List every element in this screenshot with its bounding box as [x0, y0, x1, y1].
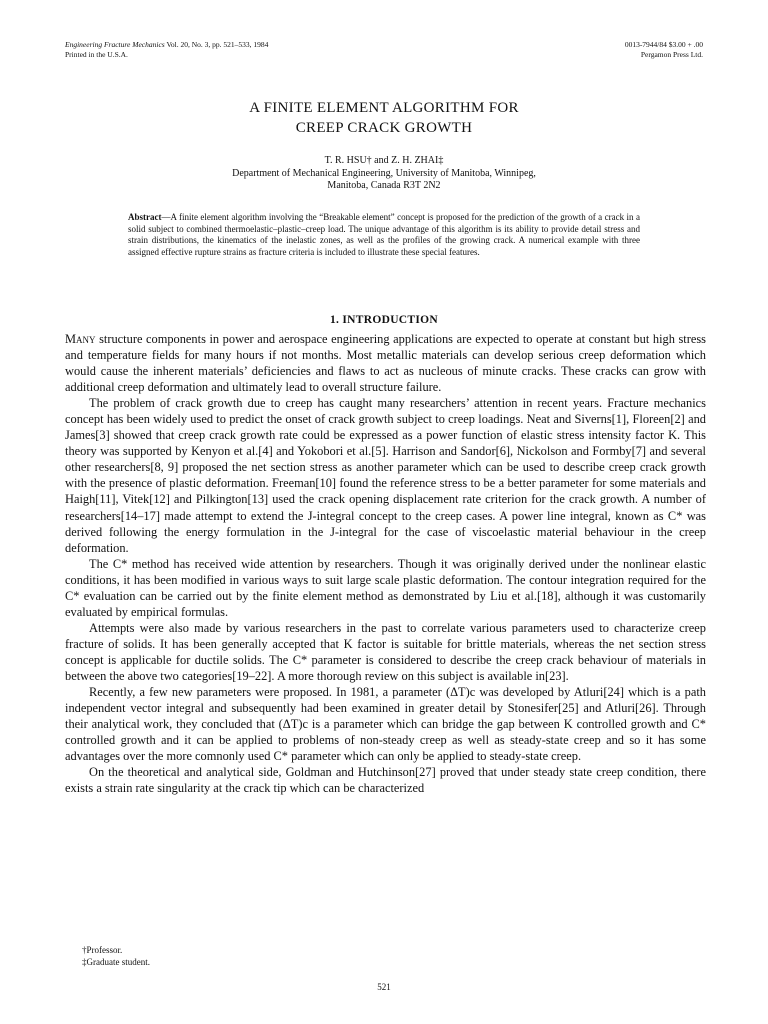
paper-title — [0, 98, 768, 138]
title-line-2: CREEP CRACK GROWTH — [295, 120, 473, 136]
journal-header-right — [625, 40, 703, 60]
journal-citation: Vol. 20, No. 3, pp. 521–533, 1984 — [166, 40, 269, 49]
affiliation-line-2: Manitoba, Canada R3T 2N2 — [327, 180, 441, 191]
paragraph-6: On the theoretical and analytical side, Goldman and Hutchinson[27] proved that under steady state creep condition, there exists a strain rate singularity at the crack tip which can be characterized — [65, 765, 706, 796]
paragraph-1-lead: Many — [65, 332, 96, 346]
title-line-1: A FINITE ELEMENT ALGORITHM FOR — [249, 100, 519, 116]
footnote-graduate: ‡Graduate student. — [82, 957, 150, 967]
author-names: T. R. HSU† and Z. H. ZHAI‡ — [324, 155, 444, 166]
paragraph-3: The C* method has received wide attention by researchers. Though it was originally derived under the nonlinear elastic conditions, it has been modified in various ways to suit large scale plastic deformation. The contour integration required for the C* evaluation can be carried out by the finite element method as demonstrated by Liu et al.[18], although it was customarily evaluated by empirical formulas. — [65, 556, 706, 619]
abstract-text: —A finite element algorithm involving the “Breakable element” concept is proposed for the prediction of the growth of a crack in a solid subject to combined thermoelastic–plastic–creep load. The unique advantage of this algorithm is its ability to provide detail stress and strain distributions, the kinematics of the inelastic zones, as well as the profiles of the growing crack. A numerical example with three assigned effective rupture strains as fracture criteria is included to illustrate these special features. — [128, 212, 640, 257]
paragraph-5: Recently, a few new parameters were proposed. In 1981, a parameter (ΔT)c was developed by Atluri[24] which is a path independent vector integral and subsequently had been examined in greater detail by Stonesifer[25] and Atluri[26]. Through their analytical work, they concluded that (ΔT)c is a parameter which can bridge the gap between K controlled growth and C* controlled growth and it can be applied to problems of non-steady creep as well as steady-state creep and so it has some advantages over the more comnonly used C* parameter which can only be applied to steady-state creep. — [65, 685, 706, 764]
publisher: Pergamon Press Ltd. — [640, 50, 703, 59]
printed-in: Printed in the U.S.A. — [65, 50, 128, 59]
footnote-professor: †Professor. — [82, 945, 123, 955]
abstract-label: Abstract — [128, 212, 162, 222]
paragraph-2: The problem of crack growth due to creep has caught many researchers’ attention in recent years. Fracture mechanics concept has been widely used to predict the onset of crack growth subject to creep loadings. Neat and Siverns[1], Floreen[2] and James[3] showed that creep crack growth rate could be expressed as a power function of elastic stress intensity factor K. This theory was supported by Kenyon et al.[4] and Yokobori et al.[5]. Harrison and Sandor[6], Nickolson and Formby[7] and several other researchers[8, 9] proposed the net section stress as another parameter which can be used to describe creep crack growth with the presence of plastic deformation. Freeman[10] found the reference stress to be a better parameter for some materials and Haigh[11], Vitek[12] and Pilkington[13] used the crack opening displacement rate criterion for the crack growth. A number of researchers[14–17] made attempt to extend the J-integral concept to the creep cases. A power line integral, known as C* was derived following the energy formulation in the J-integral for the case of viscoelastic material behaviour in the creep deformation. — [65, 396, 706, 555]
section-heading: 1. INTRODUCTION — [329, 314, 438, 326]
journal-name: Engineering Fracture Mechanics — [65, 40, 165, 49]
paragraph-1 — [65, 331, 706, 395]
paragraph-4: Attempts were also made by various researchers in the past to correlate various parameters used to characterize creep fracture of solids. It has been generally accepted that K factor is suitable for brittle materials, whereas the net section stress concept is applicable for ductile solids. The C* parameter is considered to describe the creep crack behaviour of materials in between the above two categories[19–22]. A more thorough review on this subject is available in[23]. — [65, 620, 706, 683]
body-text — [65, 331, 706, 796]
footnotes — [82, 944, 150, 968]
abstract — [128, 212, 640, 258]
journal-header-left — [65, 40, 268, 60]
page-number: 521 — [377, 982, 391, 992]
affiliation-line-1: Department of Mechanical Engineering, University of Manitoba, Winnipeg, — [232, 167, 536, 179]
author-block — [0, 155, 768, 193]
paragraph-1-text: structure components in power and aerospace engineering applications are expected to operate at constant but high stress and temperature fields for many hours if not months. Most metallic materials can develop serious creep deformation which would cause the inherent materials’ deficiencies and flaws to act as nucleous of minute cracks. These cracks can grow with additional creep deformation and ultimately lead to overall structure failure. — [65, 332, 706, 395]
issn-price: 0013-7944/84 $3.00 + .00 — [624, 40, 703, 49]
